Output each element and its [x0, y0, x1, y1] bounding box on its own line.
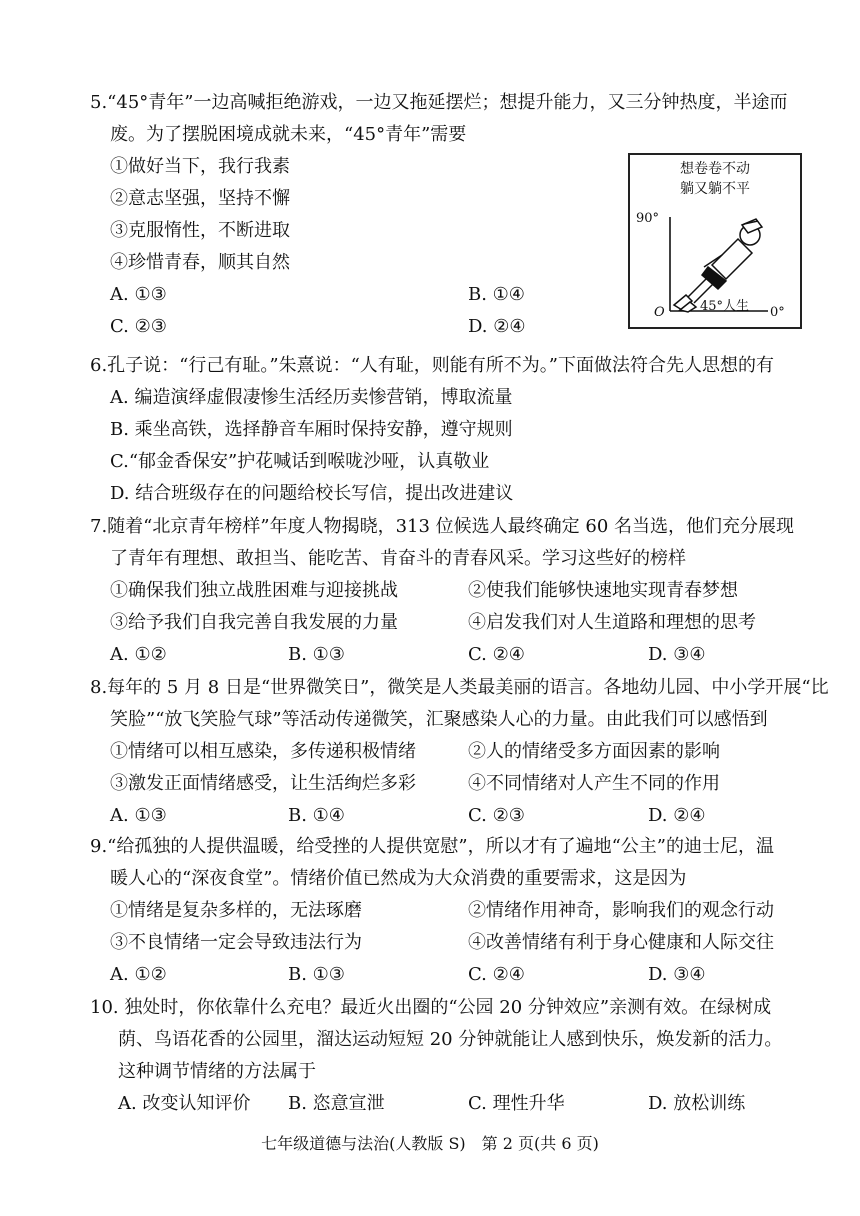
q6-option-b: B. 乘坐高铁，选择静音车厢时保持安静，遵守规则 — [110, 419, 513, 440]
q9-option-c: C. ②④ — [468, 964, 525, 985]
q8-option-a: A. ①③ — [110, 805, 167, 826]
q5-statement-3: ③克服惰性，不断进取 — [110, 220, 290, 241]
q7-statement-4: ④启发我们对人生道路和理想的思考 — [468, 612, 756, 633]
page-footer: 七年级道德与法治(人教版 S) 第 2 页(共 6 页) — [261, 1134, 599, 1153]
q5-option-c: C. ②③ — [110, 316, 167, 337]
q7-option-d: D. ③④ — [648, 644, 706, 665]
q9-stem-line-2: 暖人心的“深夜食堂”。情绪价值已然成为大众消费的重要需求，这是因为 — [110, 868, 687, 889]
cartoon-label-0: 0° — [770, 305, 785, 320]
q7-statements-row-1 — [90, 575, 810, 607]
question-8 — [90, 672, 829, 832]
q8-option-b: B. ①④ — [288, 805, 345, 826]
q5-statement-4: ④珍惜青春，顺其自然 — [110, 252, 290, 273]
cartoon-caption-line-1: 想卷卷不动 — [680, 161, 750, 177]
q9-option-d: D. ③④ — [648, 964, 706, 985]
q7-stem-line-1: 7.随着“北京青年榜样”年度人物揭晓，313 位候选人最终确定 60 名当选，他们充分展现 — [90, 516, 795, 537]
q9-statements-row-1 — [90, 895, 810, 927]
q5-statement-1: ①做好当下，我行我素 — [110, 156, 290, 177]
q7-stem-line-2: 了青年有理想、敢担当、能吃苦、肯奋斗的青春风采。学习这些好的榜样 — [110, 548, 686, 569]
q9-statement-3: ③不良情绪一定会导致违法行为 — [110, 932, 362, 953]
q9-statement-1: ①情绪是复杂多样的，无法琢磨 — [110, 900, 362, 921]
q8-stem-line-2: 笑脸”“放飞笑脸气球”等活动传递微笑，汇聚感染人心的力量。由此我们可以感悟到 — [110, 709, 768, 730]
q5-option-a: A. ①③ — [110, 284, 167, 305]
q7-option-c: C. ②④ — [468, 644, 525, 665]
q6-stem-line-1: 6.孔子说：“行己有耻。”朱熹说：“人有耻，则能有所不为。”下面做法符合先人思想的有 — [90, 355, 774, 376]
question-7 — [90, 511, 810, 671]
q5-statement-2: ②意志坚强，坚持不懈 — [110, 188, 290, 209]
q9-stem-line-1: 9.“给孤独的人提供温暖，给受挫的人提供宽慰”，所以才有了遍地“公主”的迪士尼，温 — [90, 836, 774, 857]
q8-statement-1: ①情绪可以相互感染，多传递积极情绪 — [110, 741, 416, 762]
q10-option-c: C. 理性升华 — [468, 1093, 565, 1114]
q9-statement-2: ②情绪作用神奇，影响我们的观念行动 — [468, 900, 774, 921]
q9-option-b: B. ①③ — [288, 964, 345, 985]
q10-stem-line-2: 荫、鸟语花香的公园里，溜达运动短短 20 分钟就能让人感到快乐，焕发新的活力。 — [118, 1029, 783, 1050]
q5-stem-line-2: 废。为了摆脱困境成就未来，“45°青年”需要 — [110, 124, 467, 145]
q8-statement-3: ③激发正面情绪感受，让生活绚烂多彩 — [110, 773, 416, 794]
q10-option-d: D. 放松训练 — [648, 1093, 746, 1114]
q10-stem-line-3: 这种调节情绪的方法属于 — [118, 1061, 316, 1082]
q9-options-row — [90, 959, 810, 991]
q9-option-a: A. ①② — [110, 964, 167, 985]
cartoon-label-45: 45°人生 — [700, 299, 750, 314]
q8-statements-row-2 — [90, 768, 810, 800]
q9-statements-row-2 — [90, 927, 810, 959]
q7-option-a: A. ①② — [110, 644, 167, 665]
q5-option-d: D. ②④ — [468, 316, 526, 337]
q6-option-d: D. 结合班级存在的问题给校长写信，提出改进建议 — [110, 483, 514, 504]
q7-statement-1: ①确保我们独立战胜困难与迎接挑战 — [110, 580, 398, 601]
q8-statement-2: ②人的情绪受多方面因素的影响 — [468, 741, 720, 762]
q7-statement-2: ②使我们能够快速地实现青春梦想 — [468, 580, 738, 601]
q10-options-row — [90, 1088, 810, 1120]
question-9 — [90, 831, 810, 991]
q10-option-a: A. 改变认知评价 — [118, 1093, 251, 1114]
q9-statement-4: ④改善情绪有利于身心健康和人际交往 — [468, 932, 774, 953]
q7-options-row — [90, 639, 810, 671]
q8-statements-row-1 — [90, 736, 810, 768]
q8-option-c: C. ②③ — [468, 805, 525, 826]
q6-option-a: A. 编造演绎虚假凄惨生活经历卖惨营销，博取流量 — [110, 387, 513, 408]
cartoon-label-origin: O — [654, 305, 665, 320]
question-10 — [90, 992, 810, 1120]
question-6 — [90, 350, 810, 510]
q5-option-b: B. ①④ — [468, 284, 525, 305]
cartoon-label-90: 90° — [636, 211, 660, 226]
q8-option-d: D. ②④ — [648, 805, 706, 826]
q5-stem-line-1: 5.“45°青年”一边高喊拒绝游戏，一边又拖延摆烂；想提升能力，又三分钟热度，半途而 — [90, 92, 788, 113]
q10-stem-line-1: 10. 独处时，你依靠什么充电？最近火出圈的“公园 20 分钟效应”亲测有效。在绿树成 — [90, 997, 772, 1018]
cartoon-caption-line-2: 躺又躺不平 — [680, 181, 750, 197]
q7-option-b: B. ①③ — [288, 644, 345, 665]
q7-statement-3: ③给予我们自我完善自我发展的力量 — [110, 612, 398, 633]
q8-stem-line-1: 8.每年的 5 月 8 日是“世界微笑日”，微笑是人类最美丽的语言。各地幼儿园、中小学开展“比 — [90, 677, 829, 698]
q7-statements-row-2 — [90, 607, 810, 639]
cartoon-45-degree-youth — [628, 153, 802, 329]
q8-options-row — [90, 800, 810, 832]
q8-statement-4: ④不同情绪对人产生不同的作用 — [468, 773, 720, 794]
q6-option-c: C.“郁金香保安”护花喊话到喉咙沙哑，认真敬业 — [110, 451, 490, 472]
q10-option-b: B. 恣意宣泄 — [288, 1093, 385, 1114]
